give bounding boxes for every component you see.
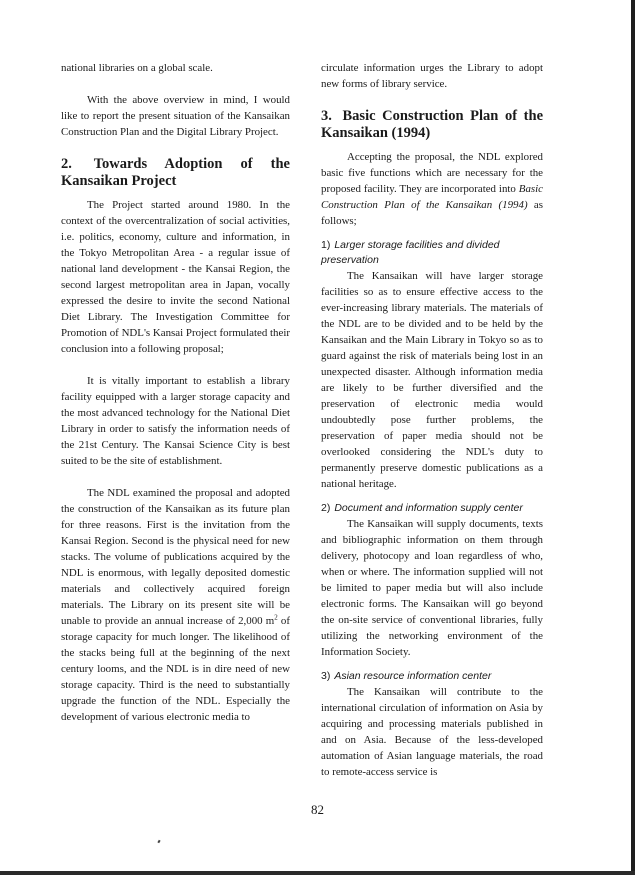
subsection-title: Document and information supply center bbox=[334, 502, 523, 514]
subsection-2-heading bbox=[321, 501, 543, 516]
superscript: 2 bbox=[274, 613, 278, 622]
section-title: Basic Construction Plan of the bbox=[342, 108, 543, 124]
section-number: 2. bbox=[61, 156, 72, 172]
paragraph: With the above overview in mind, I would like to report the present situation of the Kansaikan Construction Plan and the Digital Library Project. bbox=[61, 94, 290, 138]
subsection-title: Larger storage facilities and divided preservation bbox=[321, 239, 500, 266]
paragraph-text: as follows; bbox=[321, 199, 543, 227]
section-title: Towards Adoption of the bbox=[93, 156, 290, 172]
subsection-number: 2) bbox=[321, 502, 331, 514]
section-3-heading bbox=[321, 108, 543, 142]
section-3-heading-line-1 bbox=[321, 108, 543, 125]
page-edge-bottom bbox=[0, 871, 635, 875]
paragraph: national libraries on a global scale. bbox=[61, 62, 213, 74]
paragraph: circulate information urges the Library to adopt new forms of library service. bbox=[321, 62, 543, 90]
section-2-heading-line-2: Kansaikan Project bbox=[61, 173, 177, 189]
paragraph: The Project started around 1980. In the context of the overcentralization of social activities, i.e. politics, economy, culture and information, in the Tokyo Metropolitan Area - a regular issue of national land development - the Kansai Region, the second largest metropolitan area in Japan, vocally expressed the desire to invite the second National Diet Library. The Investigation Committee for Promotion of NDL's Kansai Project formulated their conclusion into a following proposal; bbox=[61, 199, 290, 355]
paragraph-text: Accepting the proposal, the NDL explored basic five functions which are necessary for the proposed facility. They are incorporated into bbox=[321, 151, 543, 195]
page-edge-right bbox=[631, 0, 635, 875]
section-number: 3. bbox=[321, 108, 332, 124]
paragraph bbox=[321, 149, 543, 229]
subsection-title: Asian resource information center bbox=[334, 670, 492, 682]
paragraph: The Kansaikan will have larger storage facilities so as to ensure effective access to the ever-increasing library materials. The materials of the NDL are to be divided and to be held by the Kansaikan and the Main Library in Tokyo so as to guard against the risk of materials being lost in an unexpected disaster. Although information media are likely to be further diversified and the preservation of electronic media would undoubtedly pose further problems, the preservation of paper media should not be overlooked considering the NDL's duty to permanently preserve domestic publications as a national heritage. bbox=[321, 270, 543, 490]
subsection-number: 1) bbox=[321, 239, 331, 251]
subsection-1-heading bbox=[321, 238, 543, 268]
paragraph: The Kansaikan will supply documents, texts and bibliographic information on them through delivery, photocopy and loan regardless of who, when or where. The information supplied will not be limited to paper media but will also include electronic forms. The Kansaikan will go beyond the on-site service of conventional libraries, fully utilizing the networking environment of the Information Society. bbox=[321, 518, 543, 658]
plan-title-italic: Basic Construction Plan of the Kansaikan (1994) bbox=[321, 183, 543, 211]
scan-speck bbox=[157, 840, 160, 844]
left-column bbox=[61, 60, 290, 725]
section-2-heading bbox=[61, 156, 290, 190]
page-number: 82 bbox=[311, 802, 324, 817]
paragraph: The Kansaikan will contribute to the international circulation of information on Asia by acquiring and processing materials published in and on Asia. Because of the less-developed automation of Asian language materials, the road to remote-access service is bbox=[321, 686, 543, 778]
section-2-heading-line-1 bbox=[61, 156, 290, 173]
paragraph bbox=[61, 485, 290, 725]
right-column bbox=[321, 60, 543, 780]
paragraph-text: of storage capacity for much longer. The likelihood of the stacks being full at the beginning of the next century looms, and the NDL is in dire need of new storage capacity. Third is the need to substantially upgrade the function of the NDL. Especially the development of various electronic media to bbox=[61, 615, 291, 723]
subsection-number: 3) bbox=[321, 670, 331, 682]
paragraph-text: The NDL examined the proposal and adopted the construction of the Kansaikan as its future plan for three reasons. First is the invitation from the Kansai Region. Second is the physical need for new stacks. The volume of publications acquired by the NDL is enormous, with legally deposited domestic materials and collectively acquired foreign materials. The Library on its present site will be unable to provide an annual increase of 2,000 m bbox=[61, 487, 290, 627]
paragraph: It is vitally important to establish a library facility equipped with a larger storage capacity and the most advanced technology for the National Diet Library in order to satisfy the information needs of the 21st Century. The Kansai Science City is best suited to be the site of establishment. bbox=[61, 375, 290, 467]
section-3-heading-line-2: Kansaikan (1994) bbox=[321, 125, 431, 141]
subsection-3-heading bbox=[321, 669, 543, 684]
